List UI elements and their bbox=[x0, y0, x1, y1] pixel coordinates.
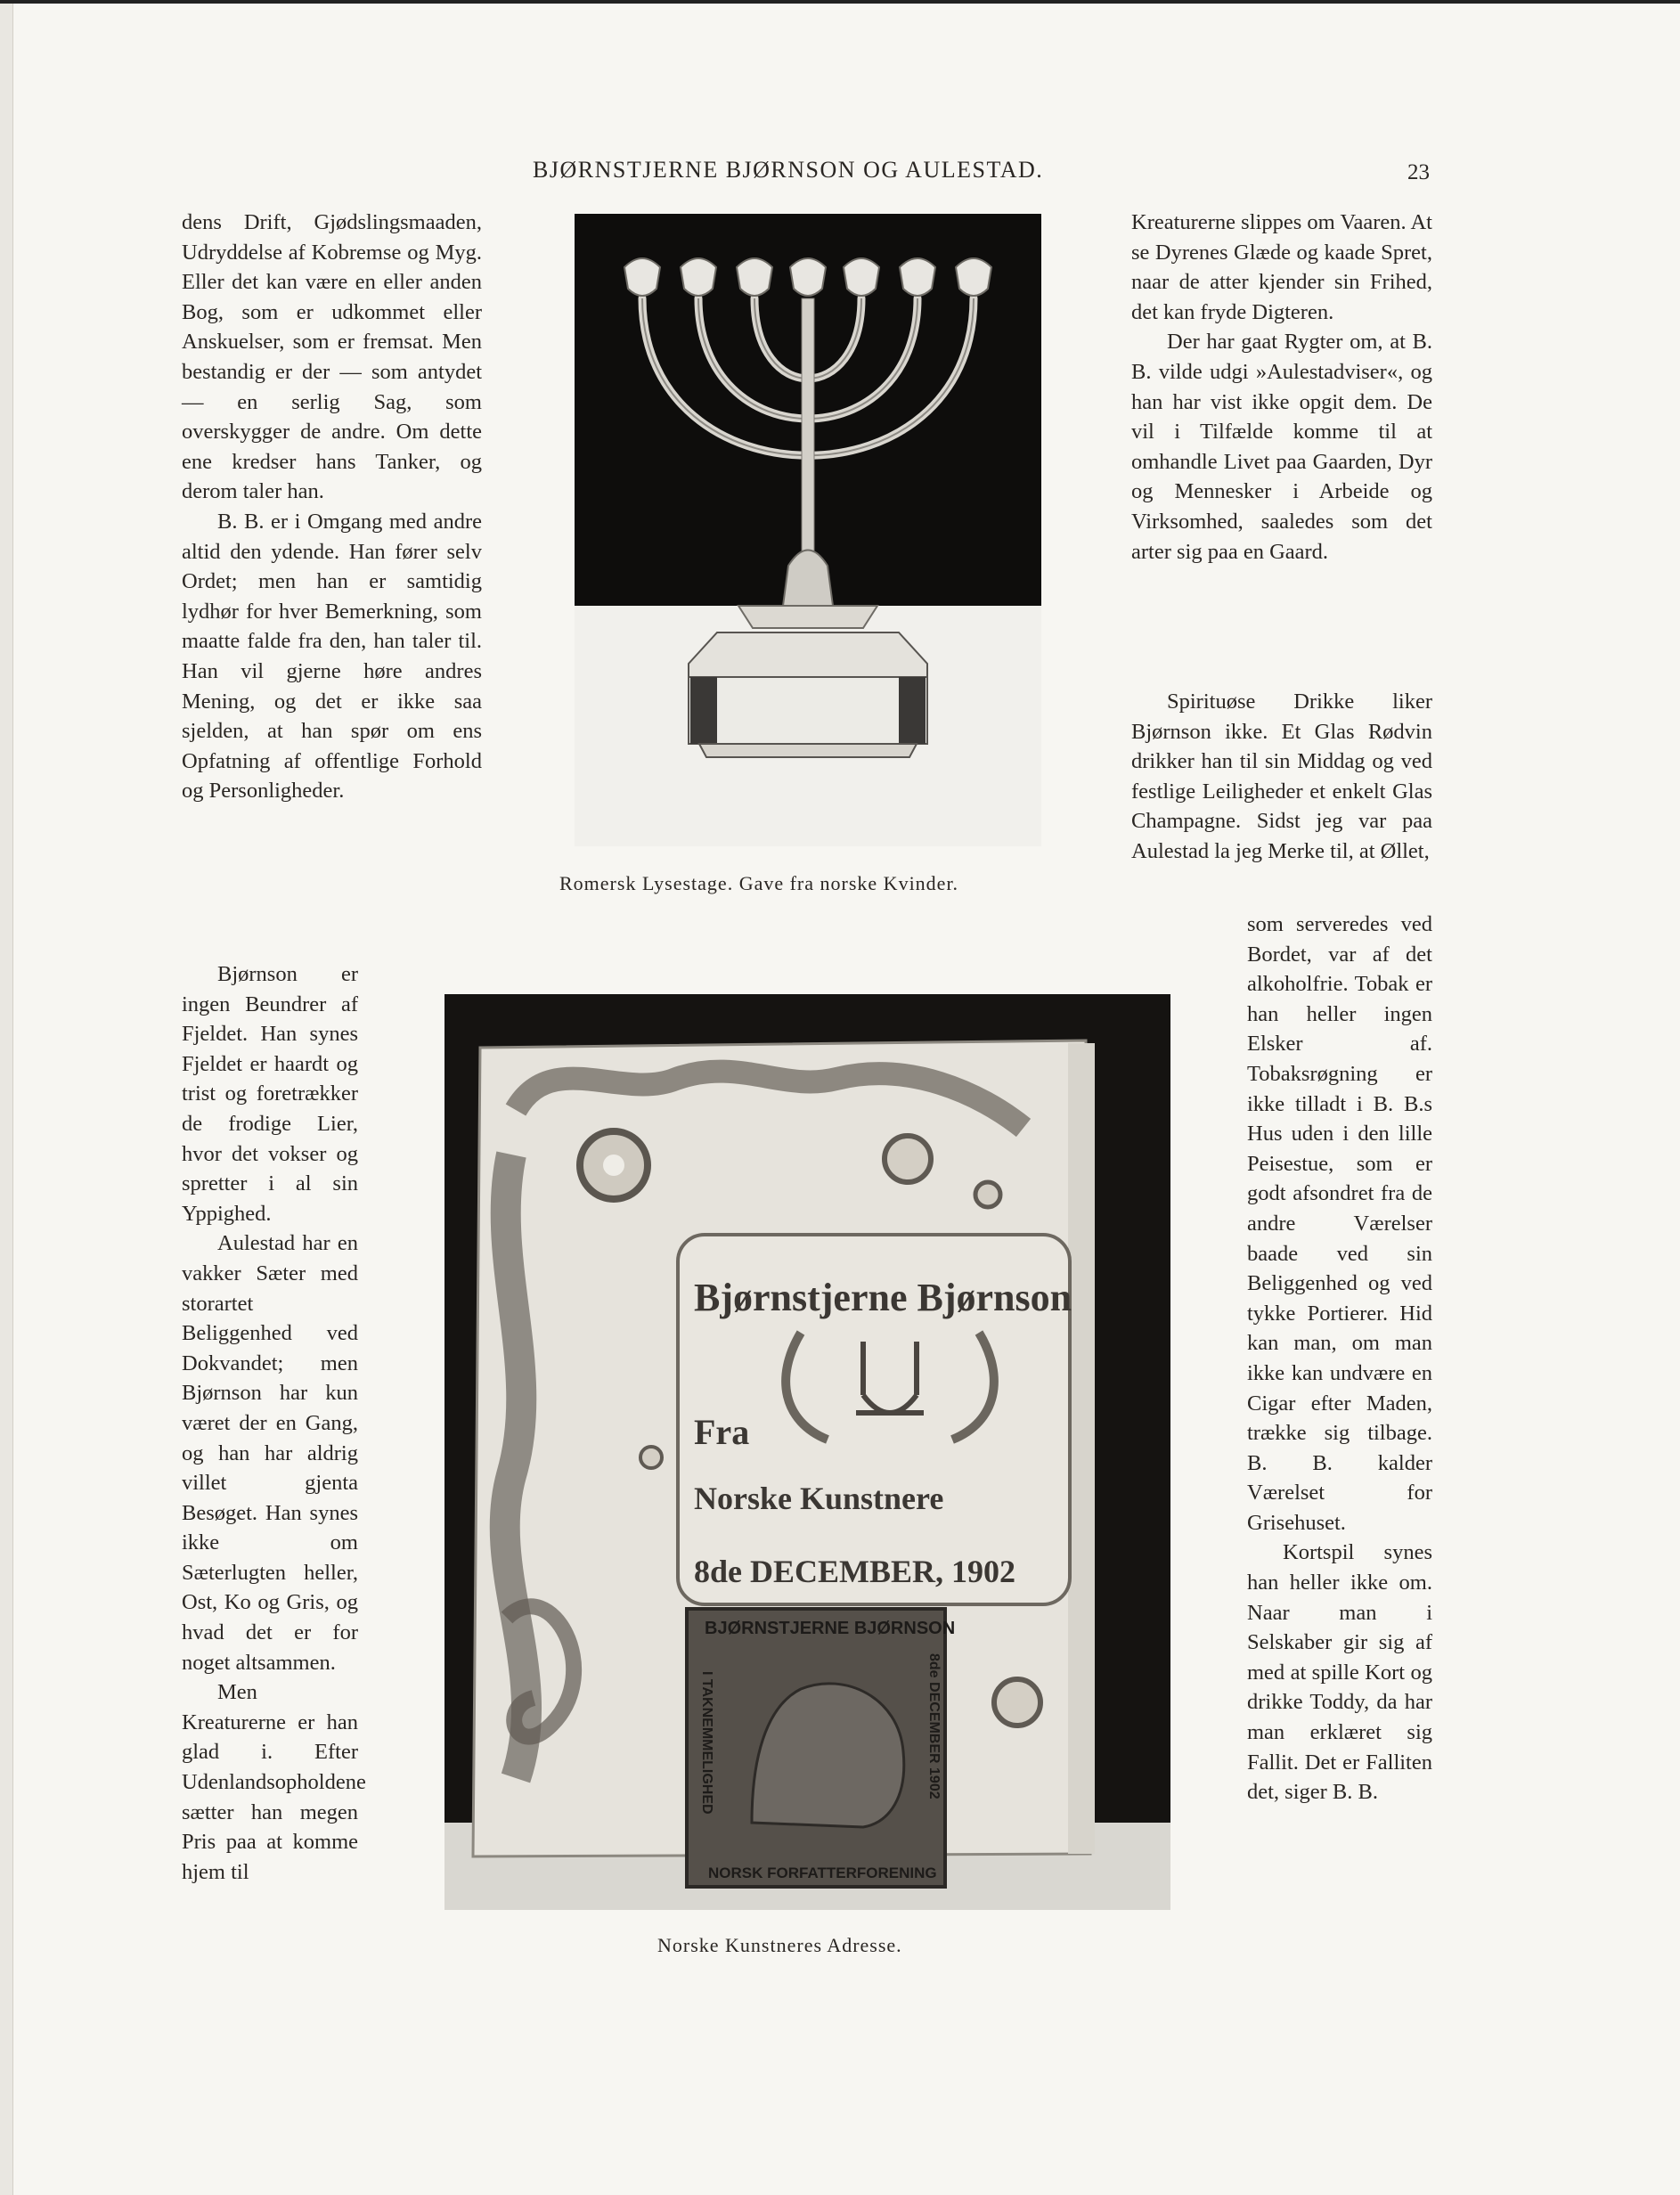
address-name-text: Bjørnstjerne Bjørnson bbox=[694, 1276, 1072, 1319]
paragraph: som serveredes ved Bordet, var af det alkoholfrie. Tobak er han heller ingen Elsker af. Tobaksrøgning er ikke tilladt i B. B.s Hus uden i den lille Peisestue, som er godt afsondret fra de andre Værelser baade ved sin Beliggenhed og ved tykke Portierer. Hid kan man, om man ikke kan undvære en Cigar efter Maden, trække sig tilbage. B. B. kalder Værelset for Grisehuset. bbox=[1247, 912, 1432, 1535]
paragraph: Der har gaat Rygter om, at B. B. vilde udgi »Aulestadviser«, og han har vist ikke opgit dem. De vil i Tilfælde komme til at omhandle Livet paa Gaarden, Dyr og Mennesker i Arbeide og Virksomhed, saaledes som det arter sig paa en Gaard. bbox=[1131, 330, 1432, 564]
paragraph: Men Kreaturerne er han glad i. Efter Udenlandsopholdene sætter han megen Pris paa at komme hjem til bbox=[182, 1680, 366, 1884]
menorah-caption: Romersk Lysestage. Gave fra norske Kvinder. bbox=[559, 872, 959, 894]
paragraph: dens Drift, Gjødslingsmaaden, Udryddelse af Kobremse og Myg. Eller det kan være en eller anden Bog, som er udkommet eller Anskuelser, som er fremsat. Men bestandig er der — som antydet — en serlig Sag, som overskygger de andre. Om dette ene kredser hans Tanker, og derom taler han. bbox=[182, 210, 482, 504]
address-date-text: 8de DECEMBER, 1902 bbox=[694, 1554, 1016, 1589]
plaque-right-text: 8de DECEMBER 1902 bbox=[926, 1653, 942, 1799]
plaque-bottom-text: NORSK FORFATTERFORENING bbox=[708, 1865, 937, 1881]
right-column-top bbox=[1131, 208, 1432, 567]
paragraph: Spirituøse Drikke liker Bjørnson ikke. Et Glas Rødvin drikker han til sin Middag og ved festlige Leiligheder et enkelt Glas Champagne. Sidst jeg var paa Aulestad la jeg Merke til, at Øllet, bbox=[1131, 690, 1432, 863]
paragraph: Aulestad har en vakker Sæter med storartet Beliggenhed ved Dokvandet; men Bjørnson har kun været der en Gang, og han har aldrig villet gjenta Besøget. Han synes ikke om Sæterlugten heller, Ost, Ko og Gris, og hvad det er for noget altsammen. bbox=[182, 1231, 358, 1675]
paragraph: B. B. er i Omgang med andre altid den ydende. Han fører selv Ordet; men han er samtidig lydhør for hver Bemerkning, som maatte falde fra den, han taler til. Han vil gjerne høre andres Mening, og det er ikke saa sjelden, at han spør om ens Opfatning af offentlige Forhold og Personligheder. bbox=[182, 509, 482, 804]
left-column-bottom bbox=[182, 959, 366, 1887]
top-rule bbox=[0, 0, 1680, 4]
plaque-top-text: BJØRNSTJERNE BJØRNSON bbox=[705, 1619, 956, 1638]
running-title: BJØRNSTJERNE BJØRNSON OG AULESTAD. bbox=[533, 157, 1044, 183]
page-edge bbox=[0, 0, 13, 2195]
address-fra-text: Fra bbox=[694, 1412, 750, 1452]
menorah-photo bbox=[575, 214, 1041, 846]
paragraph: Kreaturerne slippes om Vaaren. At se Dyrenes Glæde og kaade Spret, naar de atter kjender sin Frihed, det kan fryde Digteren. bbox=[1131, 210, 1432, 324]
address-caption: Norske Kunstneres Adresse. bbox=[657, 1934, 902, 1956]
address-from-text: Norske Kunstnere bbox=[694, 1481, 944, 1516]
plaque-left-text: I TAKNEMMELIGHED bbox=[699, 1671, 714, 1815]
left-column-top bbox=[182, 208, 482, 806]
address-photo bbox=[444, 994, 1170, 1910]
right-column-bottom bbox=[1247, 910, 1432, 1807]
paragraph: Kortspil synes han heller ikke om. Naar man i Selskaber gir sig af med at spille Kort og drikke Toddy, da har man erklæret sig Fallit. Det er Falliten det, siger B. B. bbox=[1247, 1540, 1432, 1805]
right-column-middle bbox=[1131, 687, 1432, 867]
paragraph: Bjørnson er ingen Beundrer af Fjeldet. Han synes Fjeldet er haardt og trist og foretrækker de frodige Lier, hvor det vokser og spretter i al sin Yppighed. bbox=[182, 962, 358, 1226]
page-number: 23 bbox=[1407, 160, 1430, 184]
